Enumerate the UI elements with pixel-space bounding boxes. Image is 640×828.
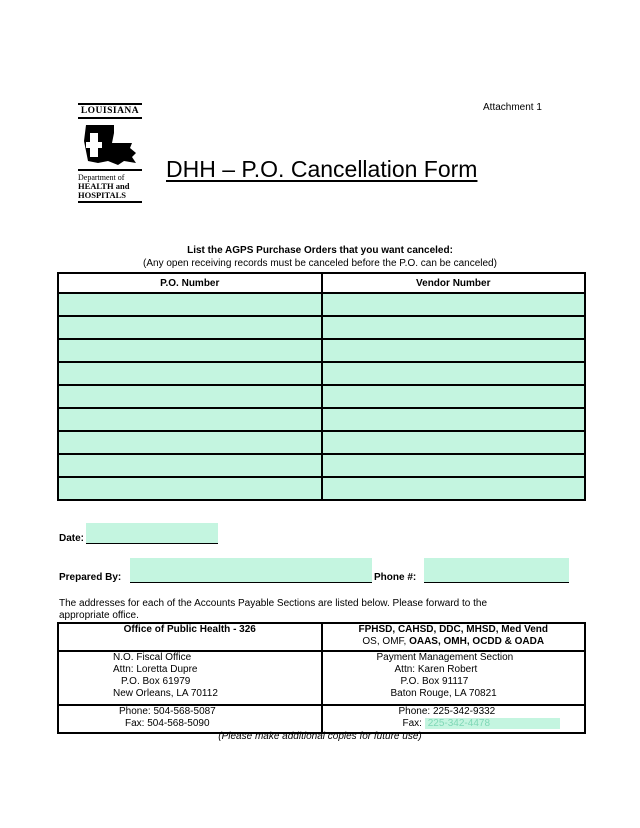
po-number-header: P.O. Number [58, 273, 322, 293]
date-label: Date: [59, 533, 85, 544]
vendor-number-header: Vendor Number [322, 273, 586, 293]
pms-contact [322, 705, 586, 733]
oph-phone: Phone: 504-568-5087 [119, 706, 216, 717]
instruction-heading: List the AGPS Purchase Orders that you want canceled: [187, 245, 453, 256]
oph-line-3: P.O. Box 61979 [121, 676, 191, 687]
po-table-row [58, 431, 585, 454]
vendor-number-cell[interactable] [322, 385, 586, 408]
attachment-label: Attachment 1 [483, 102, 542, 113]
louisiana-map-icon [80, 121, 140, 167]
oph-line-4: New Orleans, LA 70112 [113, 688, 218, 699]
pms-line-1: Payment Management Section [376, 652, 514, 663]
logo-line-2: HEALTH and [78, 181, 130, 191]
oph-line-2: Attn: Loretta Dupre [113, 664, 198, 675]
pms-fax-label: Fax: [402, 718, 422, 729]
oph-header: Office of Public Health - 326 [123, 624, 256, 635]
po-number-cell[interactable] [58, 339, 322, 362]
logo-top-text: LOUISIANA [78, 103, 142, 119]
date-input-line [86, 543, 218, 544]
page-title: DHH – P.O. Cancellation Form [166, 156, 478, 182]
vendor-number-cell[interactable] [322, 431, 586, 454]
dhh-logo [78, 103, 142, 199]
vendor-number-cell[interactable] [322, 362, 586, 385]
pms-fax-row [323, 718, 585, 730]
oph-address [58, 651, 322, 705]
po-number-cell[interactable] [58, 454, 322, 477]
instruction-note: (Any open receiving records must be canceled before the P.O. can be canceled) [143, 258, 497, 269]
po-table-row [58, 339, 585, 362]
pms-phone: Phone: 225-342-9332 [398, 706, 496, 717]
po-number-cell[interactable] [58, 385, 322, 408]
po-table-body [58, 293, 585, 500]
phone-input[interactable] [424, 558, 569, 582]
phone-label: Phone #: [374, 572, 417, 583]
prepared-by-label: Prepared By: [59, 572, 122, 583]
vendor-number-cell[interactable] [322, 477, 586, 500]
po-table-row [58, 385, 585, 408]
po-table-row [58, 316, 585, 339]
logo-line-3: HOSPITALS [78, 190, 127, 200]
address-table [57, 622, 586, 734]
fphsd-header-cell [322, 623, 586, 651]
date-input-highlight[interactable] [86, 523, 218, 543]
pms-line-3: P.O. Box 91117 [400, 676, 469, 687]
po-table-row [58, 477, 585, 500]
po-number-cell[interactable] [58, 431, 322, 454]
po-number-cell[interactable] [58, 477, 322, 500]
vendor-number-cell[interactable] [322, 316, 586, 339]
vendor-number-cell[interactable] [322, 339, 586, 362]
pms-line-4: Baton Rouge, LA 70821 [390, 688, 497, 699]
po-table-row [58, 293, 585, 316]
po-number-cell[interactable] [58, 293, 322, 316]
pms-line-2: Attn: Karen Robert [394, 664, 478, 675]
fphsd-header-line-2a: OS, OMF, [362, 636, 410, 647]
oph-fax: Fax: 504-568-5090 [125, 718, 210, 729]
prepared-by-line [130, 582, 372, 583]
po-table-row [58, 408, 585, 431]
phone-line [424, 582, 569, 583]
oph-line-1: N.O. Fiscal Office [113, 652, 192, 663]
po-number-cell[interactable] [58, 316, 322, 339]
vendor-number-cell[interactable] [322, 293, 586, 316]
pms-fax-value[interactable]: 225-342-4478 [425, 718, 560, 729]
oph-header-cell [58, 623, 322, 651]
address-intro: The addresses for each of the Accounts Payable Sections are listed below. Please forward to the appropriate office. [59, 598, 488, 621]
po-table [57, 272, 586, 501]
oph-contact [58, 705, 322, 733]
po-table-row [58, 454, 585, 477]
vendor-number-cell[interactable] [322, 408, 586, 431]
fphsd-header-line-1: FPHSD, CAHSD, DDC, MHSD, Med Vend [358, 624, 548, 635]
vendor-number-cell[interactable] [322, 454, 586, 477]
logo-line-1: Department of [78, 173, 125, 182]
prepared-by-input[interactable] [130, 558, 372, 582]
po-number-cell[interactable] [58, 408, 322, 431]
po-number-cell[interactable] [58, 362, 322, 385]
po-table-row [58, 362, 585, 385]
fphsd-header-line-2b: OAAS, OMH, OCDD & OADA [409, 636, 545, 647]
pms-address [322, 651, 586, 705]
copies-note: (Please make additional copies for future use) [218, 731, 422, 742]
